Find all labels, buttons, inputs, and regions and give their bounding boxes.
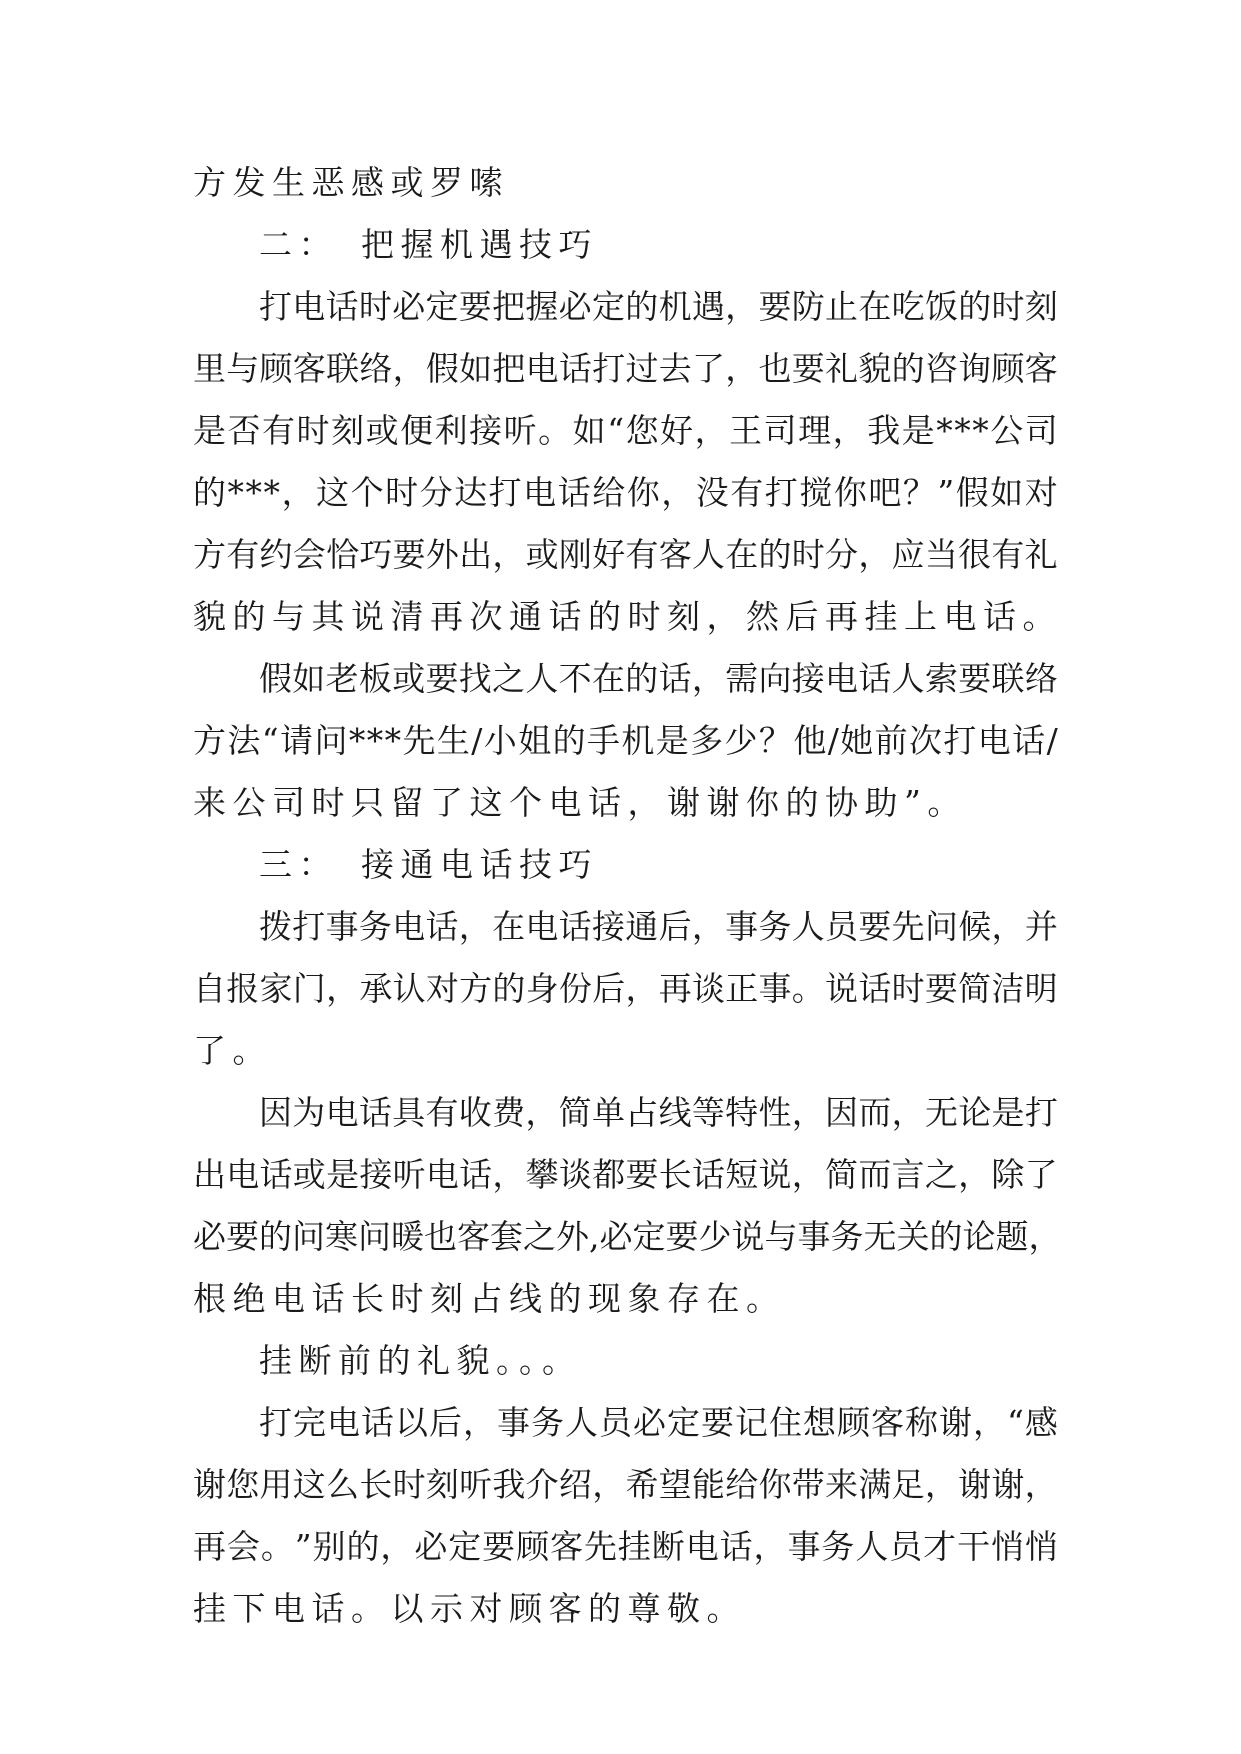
text-line: 打 电 话 时 必 定 要 把 握 必 定 的 机 遇 ， 要 防 止 在 吃 饭 的 时 刻 bbox=[259, 287, 1058, 326]
text-line: 出 电 话 或 是 接 听 电 话 ， 攀 谈 都 要 长 话 短 说 ， 简 而 言 之 ， 除 了 bbox=[193, 1155, 1058, 1194]
text-line: 拨 打 事 务 电 话 ， 在 电 话 接 通 后 ， 事 务 人 员 要 先 问 候 ， 并 bbox=[259, 907, 1058, 946]
text-line: 二： 把握机遇技巧 bbox=[259, 225, 598, 264]
text-line: 方 法 “ 请 问 * * * 先 生 / 小 姐 的 手 机 是 多 少 ？ 他 / 她 前 次 打 电 话 / bbox=[193, 721, 1058, 760]
text-line: 挂断前的礼貌。。。 bbox=[259, 1341, 582, 1380]
text-line: 方发生恶感或罗嗦 bbox=[193, 163, 509, 202]
text-line: 挂下电话。以示对顾客的尊敬。 bbox=[193, 1589, 746, 1628]
document-body bbox=[193, 152, 1062, 1640]
text-line: 来公司时只留了这个电话，谢谢你的协助”。 bbox=[193, 783, 967, 822]
text-line: 必 要 的 问 寒 问 暖 也 客 套 之 外 , 必 定 要 少 说 与 事 务 无 关 的 论 题 ， bbox=[193, 1217, 1062, 1256]
text-line: 自 报 家 门 ， 承 认 对 方 的 身 份 后 ， 再 谈 正 事 。 说 话 时 要 简 洁 明 bbox=[193, 969, 1058, 1008]
text-line: 谢 您 用 这 么 长 时 刻 听 我 介 绍 ， 希 望 能 给 你 带 来 满 足 ， 谢 谢 ， bbox=[193, 1465, 1058, 1504]
text-line: 了。 bbox=[193, 1031, 272, 1070]
text-line: 方 有 约 会 恰 巧 要 外 出 ， 或 刚 好 有 客 人 在 的 时 分 ， 应 当 很 有 礼 bbox=[193, 535, 1058, 574]
text-line: 根绝电话长时刻占线的现象存在。 bbox=[193, 1279, 786, 1318]
text-line: 三： 接通电话技巧 bbox=[259, 845, 598, 884]
text-line: 貌的与其说清再次通话的时刻，然后再挂上电话。 bbox=[193, 597, 1062, 636]
text-line: 里 与 顾 客 联 络 ， 假 如 把 电 话 打 过 去 了 ， 也 要 礼 貌 的 咨 询 顾 客 bbox=[193, 349, 1058, 388]
text-line: 假 如 老 板 或 要 找 之 人 不 在 的 话 ， 需 向 接 电 话 人 索 要 联 络 bbox=[259, 659, 1058, 698]
text-line: 打 完 电 话 以 后 ， 事 务 人 员 必 定 要 记 住 想 顾 客 称 谢 ， “ 感 bbox=[259, 1403, 1058, 1442]
text-line: 因 为 电 话 具 有 收 费 ， 简 单 占 线 等 特 性 ， 因 而 ， 无 论 是 打 bbox=[259, 1093, 1058, 1132]
text-line: 再 会 。 ” 别 的 ， 必 定 要 顾 客 先 挂 断 电 话 ， 事 务 人 员 才 干 悄 悄 bbox=[193, 1527, 1058, 1566]
text-line: 是 否 有 时 刻 或 便 利 接 听 。 如 “ 您 好 ， 王 司 理 ， 我 是 * * * 公 司 bbox=[193, 411, 1058, 450]
text-line: 的 * * * ， 这 个 时 分 达 打 电 话 给 你 ， 没 有 打 搅 你 吧 ？ ” 假 如 对 bbox=[193, 473, 1058, 512]
